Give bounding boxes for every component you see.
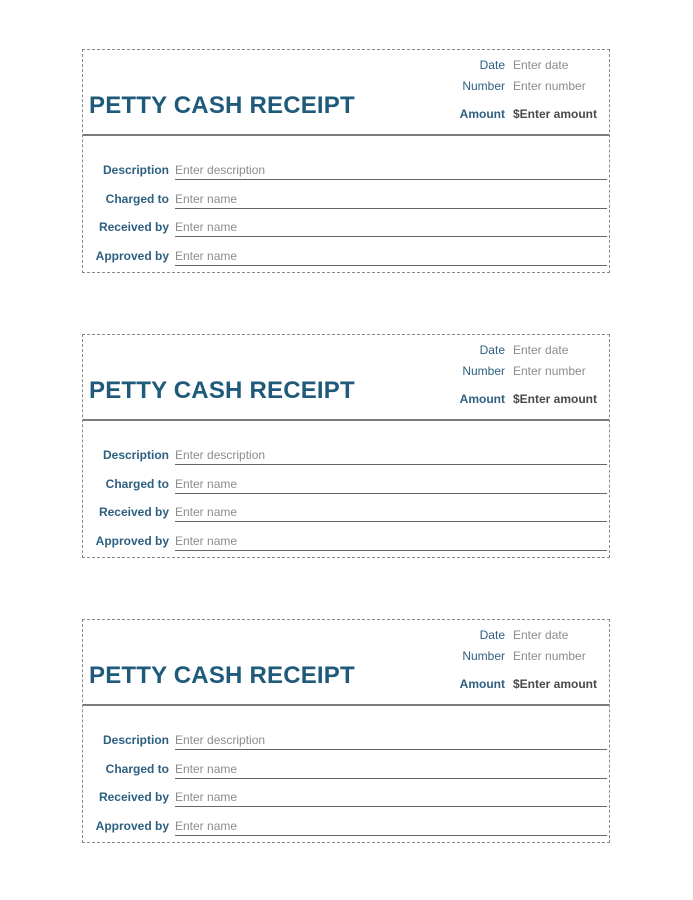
date-field[interactable]: Enter date: [513, 58, 569, 72]
approved-by-label: Approved by: [95, 534, 169, 548]
date-label: Date: [479, 628, 505, 642]
number-label: Number: [462, 364, 505, 378]
receipt-title: PETTY CASH RECEIPT: [89, 92, 355, 119]
received-by-row: [83, 217, 609, 237]
charged-to-row: [83, 189, 609, 209]
received-by-row: [83, 502, 609, 522]
approved-by-underline: [175, 532, 607, 551]
description-field[interactable]: Enter description: [175, 163, 266, 177]
receipt-3: [82, 619, 610, 843]
approved-by-row: [83, 816, 609, 836]
amount-label: Amount: [459, 677, 505, 691]
description-row: [83, 730, 609, 750]
number-field[interactable]: Enter number: [513, 364, 586, 378]
description-label: Description: [102, 163, 169, 177]
charged-to-field[interactable]: Enter name: [175, 192, 238, 206]
description-field[interactable]: Enter description: [175, 448, 266, 462]
amount-row: [83, 107, 609, 123]
received-by-underline: [175, 503, 607, 522]
description-label: Description: [102, 448, 169, 462]
number-label: Number: [462, 79, 505, 93]
description-row: [83, 445, 609, 465]
header-divider: [83, 419, 609, 421]
received-by-field[interactable]: Enter name: [175, 790, 238, 804]
date-label: Date: [479, 58, 505, 72]
date-field[interactable]: Enter date: [513, 343, 569, 357]
receipt-header: [83, 335, 609, 419]
received-by-label: Received by: [98, 790, 169, 804]
charged-to-field[interactable]: Enter name: [175, 477, 238, 491]
header-divider: [83, 134, 609, 136]
receipt-header: [83, 620, 609, 704]
header-divider: [83, 704, 609, 706]
charged-to-label: Charged to: [105, 477, 169, 491]
approved-by-field[interactable]: Enter name: [175, 249, 238, 263]
receipt-title: PETTY CASH RECEIPT: [89, 662, 355, 689]
amount-row: [83, 677, 609, 693]
charged-to-row: [83, 474, 609, 494]
approved-by-field[interactable]: Enter name: [175, 819, 238, 833]
date-row: [83, 628, 609, 644]
charged-to-field[interactable]: Enter name: [175, 762, 238, 776]
amount-field[interactable]: $Enter amount: [513, 392, 598, 406]
date-label: Date: [479, 343, 505, 357]
received-by-underline: [175, 218, 607, 237]
receipt-1: [82, 49, 610, 273]
number-field[interactable]: Enter number: [513, 79, 586, 93]
receipt-title: PETTY CASH RECEIPT: [89, 377, 355, 404]
amount-row: [83, 392, 609, 408]
charged-to-underline: [175, 760, 607, 779]
amount-label: Amount: [459, 392, 505, 406]
description-field[interactable]: Enter description: [175, 733, 266, 747]
charged-to-underline: [175, 475, 607, 494]
receipt-header: [83, 50, 609, 134]
approved-by-row: [83, 531, 609, 551]
description-row: [83, 160, 609, 180]
description-label: Description: [102, 733, 169, 747]
number-field[interactable]: Enter number: [513, 649, 586, 663]
received-by-field[interactable]: Enter name: [175, 505, 238, 519]
receipt-2: [82, 334, 610, 558]
received-by-row: [83, 787, 609, 807]
amount-field[interactable]: $Enter amount: [513, 677, 598, 691]
charged-to-underline: [175, 190, 607, 209]
date-row: [83, 58, 609, 74]
approved-by-underline: [175, 817, 607, 836]
received-by-label: Received by: [98, 220, 169, 234]
amount-field[interactable]: $Enter amount: [513, 107, 598, 121]
received-by-label: Received by: [98, 505, 169, 519]
approved-by-row: [83, 246, 609, 266]
approved-by-label: Approved by: [95, 819, 169, 833]
date-row: [83, 343, 609, 359]
approved-by-label: Approved by: [95, 249, 169, 263]
approved-by-field[interactable]: Enter name: [175, 534, 238, 548]
approved-by-underline: [175, 247, 607, 266]
received-by-underline: [175, 788, 607, 807]
number-label: Number: [462, 649, 505, 663]
amount-label: Amount: [459, 107, 505, 121]
charged-to-row: [83, 759, 609, 779]
charged-to-label: Charged to: [105, 192, 169, 206]
date-field[interactable]: Enter date: [513, 628, 569, 642]
received-by-field[interactable]: Enter name: [175, 220, 238, 234]
charged-to-label: Charged to: [105, 762, 169, 776]
